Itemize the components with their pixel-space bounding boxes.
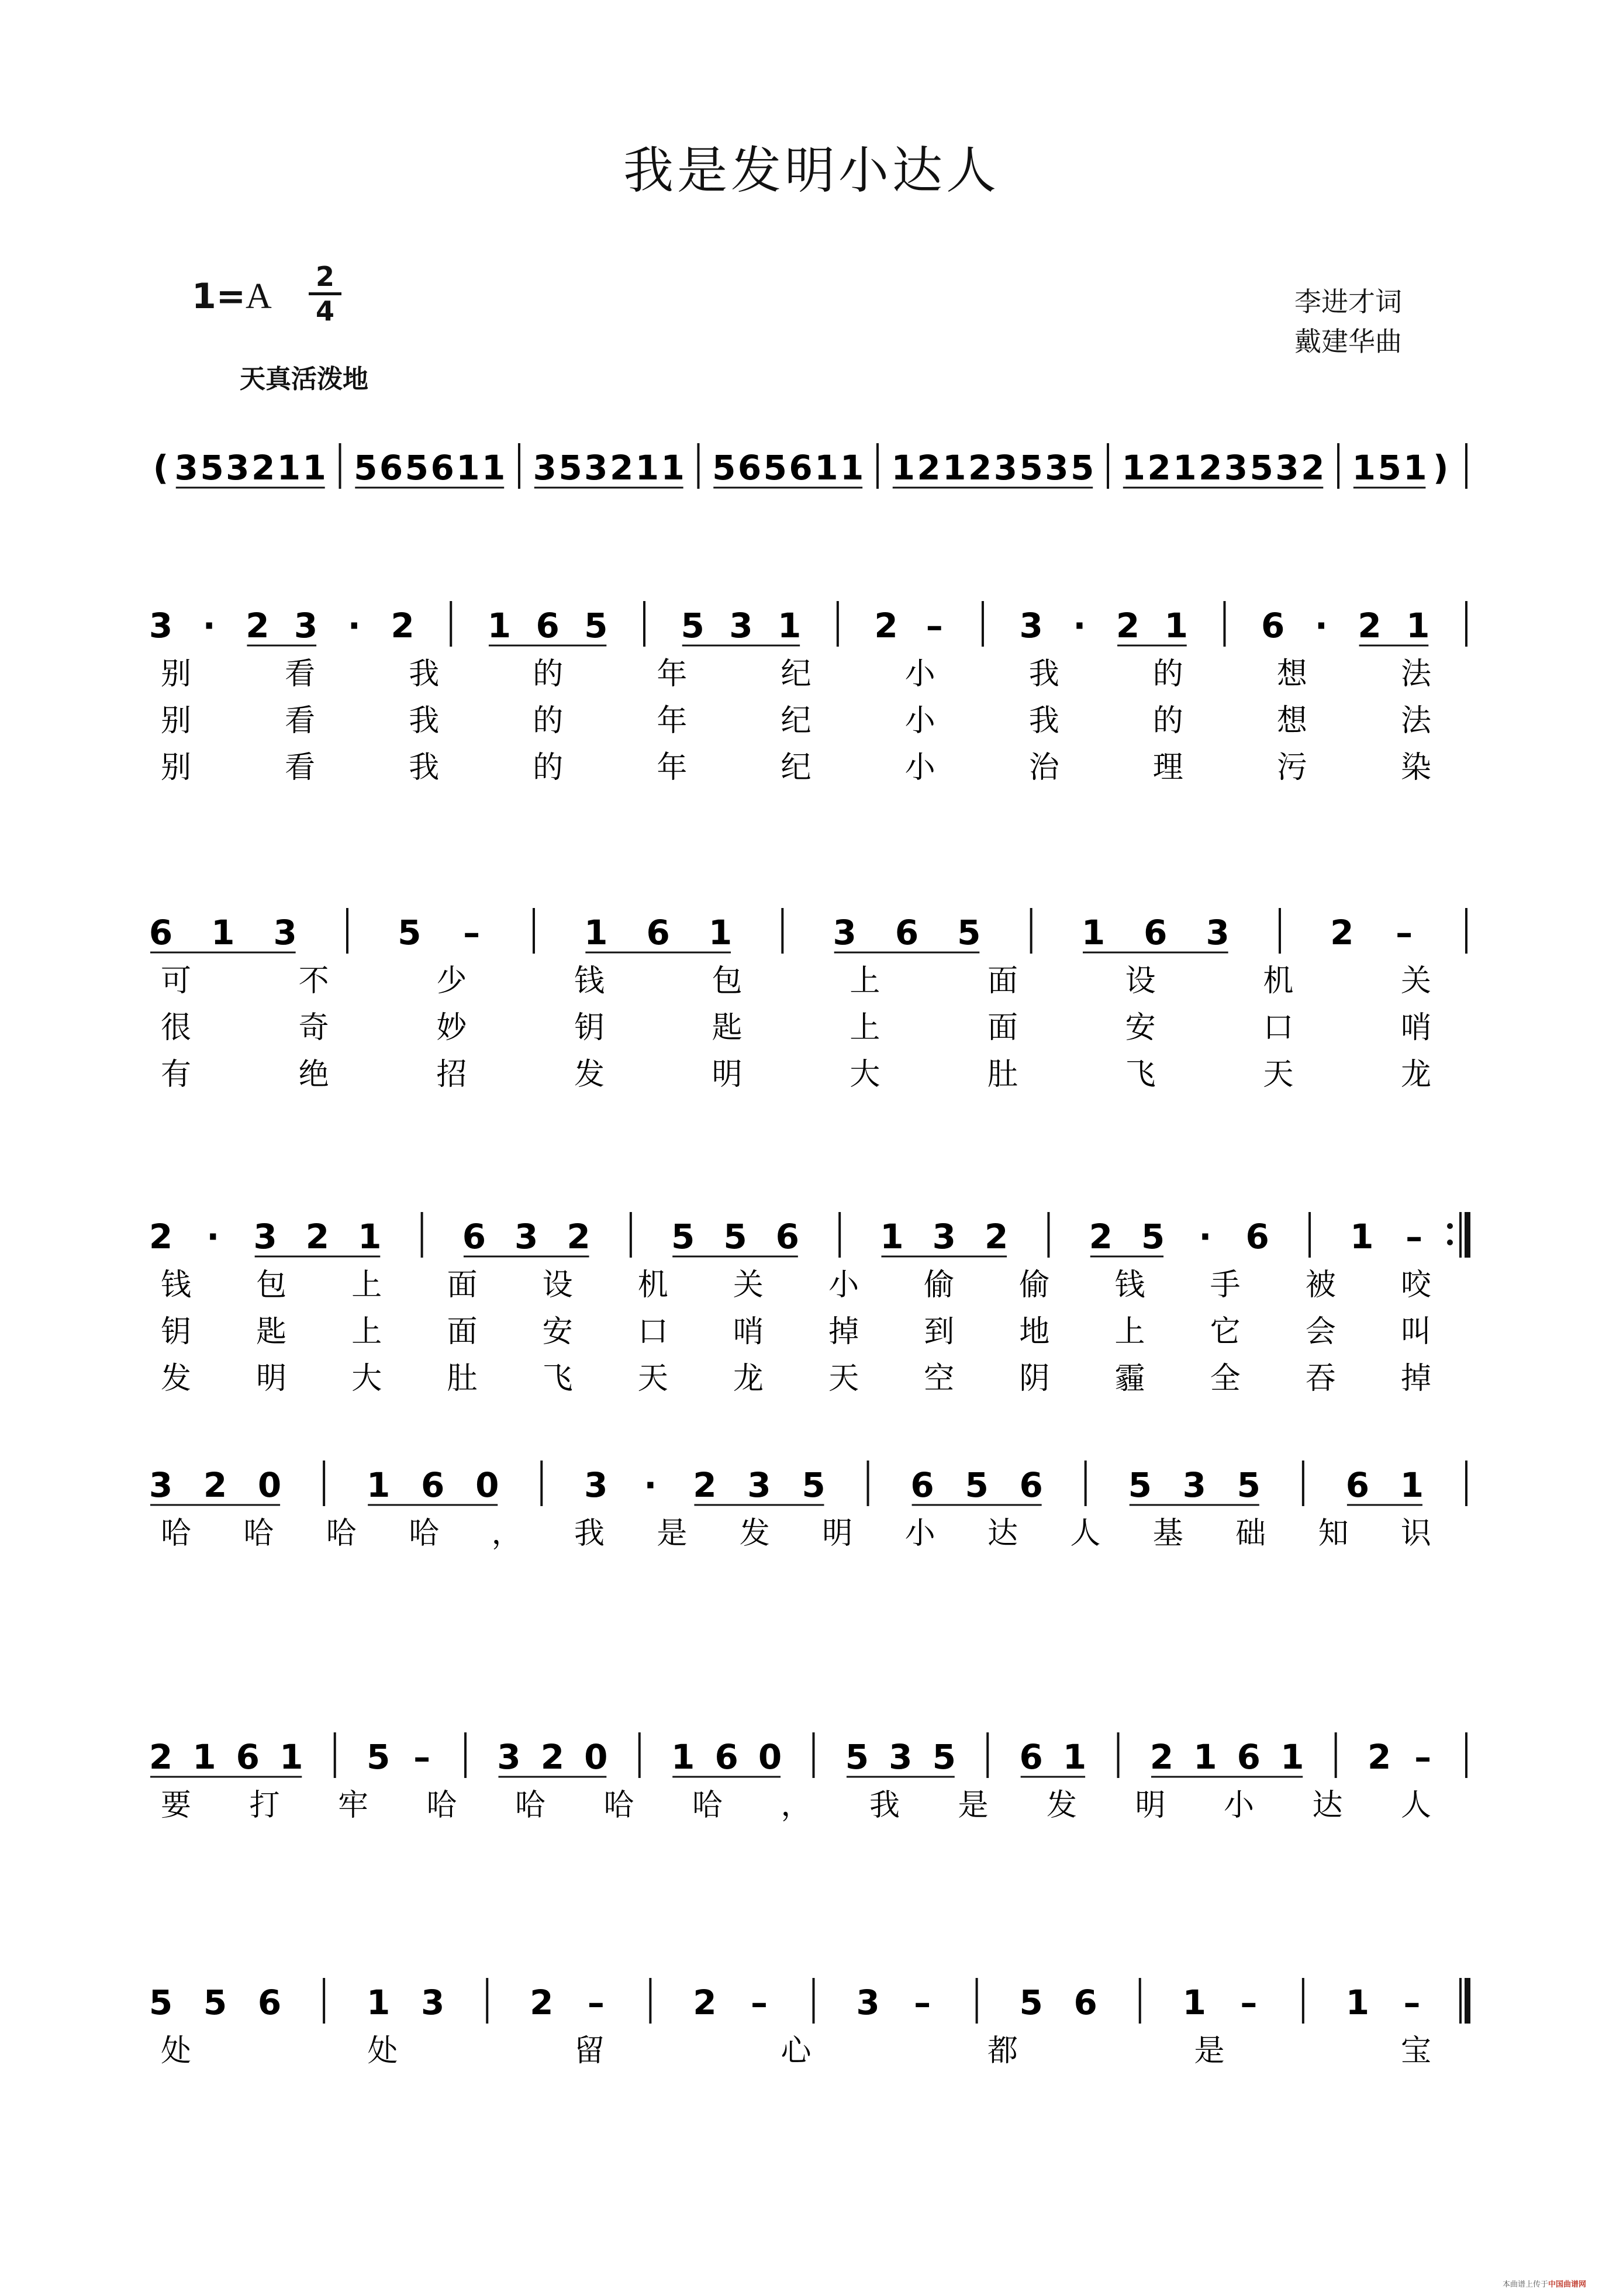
time-numerator: 2 (309, 263, 341, 295)
note-numeral: 1 (1182, 1983, 1206, 2022)
note-numeral: 5 (845, 1737, 869, 1777)
note-numeral: 1 (1062, 1737, 1087, 1777)
note-numeral: 2 (984, 1217, 1009, 1256)
note-numeral: 6 (1019, 1465, 1043, 1505)
note-numeral: 2 (1089, 1217, 1113, 1256)
note-numeral: 5 (723, 1217, 747, 1256)
note-numeral: 5 (354, 448, 378, 488)
note-numeral: 6 (1237, 1737, 1261, 1777)
note-numeral: 6 (1019, 1737, 1043, 1777)
note-numeral: 2 (1198, 448, 1223, 488)
note-numeral: 5 (712, 448, 736, 488)
note-numeral: 2 (693, 1983, 717, 2022)
lyric-line: 要打牢哈哈哈哈，我是发明小达人 (161, 1788, 1431, 1823)
note-numeral: 2 (1301, 448, 1325, 488)
note-numeral: 3 (889, 1737, 913, 1777)
note-numeral: 5 (1019, 1983, 1043, 2022)
note-numeral: 5 (149, 1983, 173, 2022)
note-numeral: 5 (1141, 1217, 1165, 1256)
note-numeral: 5 (681, 606, 705, 645)
note-numeral: 3 (273, 913, 297, 952)
note-numeral: 1 (1352, 448, 1376, 488)
note-numeral: 3 (729, 606, 753, 645)
note-numeral: 1 (891, 448, 915, 488)
note-numeral: 1 (1350, 1217, 1374, 1256)
note-numeral: 5 (957, 913, 981, 952)
note-numeral: 1 (1164, 606, 1188, 645)
dash-extension: – (587, 1983, 605, 2022)
note-numeral: 1 (1280, 1737, 1304, 1777)
note-numeral: 1 (302, 448, 326, 488)
note-numeral: 2 (251, 448, 275, 488)
note-numeral: 1 (942, 448, 966, 488)
note-numeral: 2 (693, 1465, 717, 1505)
lyric-line: 钥匙上面安口哨掉到地上它会叫 (161, 1314, 1431, 1349)
note-numeral: 5 (671, 1217, 695, 1256)
dot-extension: · (1314, 606, 1328, 645)
dash-extension: – (1403, 1983, 1421, 2022)
lyric-line: 处处留心都是宝 (161, 2033, 1431, 2069)
note-numeral: 1 (840, 448, 864, 488)
note-numeral: 6 (714, 1737, 738, 1777)
note-numeral: 3 (421, 1983, 445, 2022)
note-numeral: 3 (856, 1983, 880, 2022)
note-numeral: 2 (1147, 448, 1171, 488)
note-numeral: ( (153, 448, 169, 488)
note-numeral: 3 (497, 1737, 521, 1777)
note-numeral: 1 (1400, 1465, 1424, 1505)
note-numeral: 1 (584, 913, 608, 952)
note-numeral: 6 (895, 913, 919, 952)
key-name: A (246, 277, 272, 316)
dot-extension: · (644, 1465, 657, 1505)
note-numeral: 3 (1275, 448, 1299, 488)
note-numeral: 3 (1045, 448, 1069, 488)
note-numeral: 1 (192, 1737, 216, 1777)
dash-extension: – (463, 913, 481, 952)
note-numeral: 1 (671, 1737, 695, 1777)
note-numeral: 5 (1019, 448, 1043, 488)
note-numeral: 3 (584, 448, 608, 488)
note-numeral: 1 (482, 448, 506, 488)
lyric-line: 别看我的年纪小我的想法 (161, 703, 1431, 738)
dash-extension: – (1414, 1737, 1432, 1777)
note-numeral: 2 (609, 448, 634, 488)
note-numeral: 2 (149, 1217, 173, 1256)
note-numeral: 6 (1261, 606, 1285, 645)
note-numeral: ) (1432, 448, 1449, 488)
note-numeral: 6 (775, 1217, 800, 1256)
note-numeral: 2 (968, 448, 992, 488)
note-numeral: 1 (366, 1465, 391, 1505)
note-numeral: 0 (475, 1465, 499, 1505)
note-numeral: 6 (910, 1465, 934, 1505)
note-numeral: 3 (514, 1217, 538, 1256)
note-numeral: 1 (814, 448, 838, 488)
note-numeral: 6 (1245, 1217, 1269, 1256)
lyricist-credit: 李进才词 (1294, 286, 1402, 317)
dot-extension: · (1199, 1217, 1212, 1256)
note-numeral: 5 (965, 1465, 989, 1505)
note-numeral: 5 (203, 1983, 227, 2022)
note-numeral: 1 (487, 606, 512, 645)
note-numeral: 6 (149, 913, 173, 952)
note-numeral: 6 (536, 606, 560, 645)
note-numeral: 3 (1206, 913, 1230, 952)
lyric-line: 可不少钱包上面设机关 (161, 964, 1431, 999)
repeat-dot (1447, 1240, 1453, 1245)
note-numeral: 3 (253, 1217, 277, 1256)
dash-extension: – (914, 1983, 931, 2022)
note-numeral: 3 (747, 1465, 771, 1505)
note-numeral: 2 (149, 1737, 173, 1777)
note-numeral: 6 (646, 913, 670, 952)
footer-text: 本曲谱上传于 (1503, 2280, 1549, 2289)
dash-extension: – (1406, 1217, 1423, 1256)
note-numeral: 3 (932, 1217, 956, 1256)
lyric-line: 很奇妙钥匙上面安口哨 (161, 1010, 1431, 1045)
note-numeral: 0 (758, 1737, 782, 1777)
lyric-line: 钱包上面设机关小偷偷钱手被咬 (161, 1268, 1431, 1303)
note-numeral: 2 (530, 1983, 554, 2022)
note-numeral: 3 (226, 448, 250, 488)
note-numeral: 2 (246, 606, 270, 645)
dash-extension: – (1240, 1983, 1258, 2022)
note-numeral: 3 (1019, 606, 1043, 645)
note-numeral: 5 (932, 1737, 956, 1777)
note-numeral: 6 (1144, 913, 1168, 952)
note-numeral: 6 (789, 448, 813, 488)
note-numeral: 6 (257, 1983, 282, 2022)
note-numeral: 5 (398, 913, 422, 952)
note-numeral: 0 (584, 1737, 608, 1777)
note-numeral: 1 (708, 913, 733, 952)
composer-credit: 戴建华曲 (1294, 326, 1402, 357)
note-numeral: 5 (200, 448, 224, 488)
note-numeral: 2 (874, 606, 898, 645)
note-numeral: 2 (917, 448, 941, 488)
note-numeral: 3 (993, 448, 1018, 488)
note-numeral: 5 (1377, 448, 1401, 488)
note-numeral: 1 (366, 1983, 391, 2022)
note-numeral: 6 (737, 448, 762, 488)
note-numeral: 5 (1128, 1465, 1152, 1505)
dash-extension: – (926, 606, 943, 645)
dash-extension: – (750, 1983, 768, 2022)
note-numeral: 1 (1081, 913, 1106, 952)
note-numeral: 2 (540, 1737, 565, 1777)
note-numeral: 3 (149, 1465, 173, 1505)
note-numeral: 1 (880, 1217, 904, 1256)
lyric-line: 别看我的年纪小我的想法 (161, 657, 1431, 692)
key-prefix: 1= (192, 276, 246, 317)
page-title: 我是发明小达人 (623, 141, 1000, 200)
note-numeral: 5 (1237, 1465, 1261, 1505)
note-numeral: 1 (456, 448, 480, 488)
note-numeral: 3 (833, 913, 857, 952)
note-numeral: 3 (584, 1465, 608, 1505)
tempo-marking: 天真活泼地 (240, 364, 368, 394)
note-numeral: 5 (584, 606, 608, 645)
note-numeral: 6 (462, 1217, 486, 1256)
note-numeral: 2 (1367, 1737, 1391, 1777)
footer-brand: 中国曲谱网 (1548, 2280, 1587, 2289)
note-numeral: 6 (1073, 1983, 1097, 2022)
dash-extension: – (1396, 913, 1413, 952)
note-numeral: 1 (1173, 448, 1197, 488)
note-numeral: 1 (777, 606, 802, 645)
dot-extension: · (202, 606, 216, 645)
note-numeral: 5 (558, 448, 582, 488)
note-numeral: 6 (1345, 1465, 1370, 1505)
note-numeral: 2 (1149, 1737, 1174, 1777)
note-numeral: 5 (366, 1737, 391, 1777)
lyric-line: 有绝招发明大肚飞天龙 (161, 1057, 1431, 1092)
note-numeral: 2 (567, 1217, 591, 1256)
note-numeral: 1 (1406, 606, 1430, 645)
note-numeral: 5 (802, 1465, 826, 1505)
note-numeral: 2 (1116, 606, 1140, 645)
note-numeral: 1 (1403, 448, 1427, 488)
note-numeral: 6 (421, 1465, 445, 1505)
dot-extension: · (347, 606, 361, 645)
note-numeral: 2 (1358, 606, 1382, 645)
note-numeral: 1 (277, 448, 301, 488)
note-numeral: 2 (305, 1217, 330, 1256)
note-numeral: 5 (405, 448, 429, 488)
lyric-line: 发明大肚飞天龙天空阴霾全吞掉 (161, 1361, 1431, 1396)
dot-extension: · (1073, 606, 1086, 645)
note-numeral: 3 (149, 606, 173, 645)
note-numeral: 5 (763, 448, 788, 488)
note-numeral: 5 (1249, 448, 1273, 488)
note-numeral: 1 (635, 448, 659, 488)
note-numeral: 1 (661, 448, 685, 488)
repeat-dot (1447, 1223, 1453, 1229)
note-numeral: 6 (430, 448, 454, 488)
note-numeral: 3 (293, 606, 318, 645)
dot-extension: · (206, 1217, 220, 1256)
note-numeral: 1 (1193, 1737, 1217, 1777)
note-numeral: 2 (203, 1465, 227, 1505)
note-numeral: 2 (391, 606, 415, 645)
note-numeral: 1 (279, 1737, 303, 1777)
note-numeral: 1 (358, 1217, 382, 1256)
note-numeral: 5 (1071, 448, 1094, 488)
note-numeral: 1 (1121, 448, 1145, 488)
note-numeral: 1 (211, 913, 235, 952)
note-numeral: 3 (174, 448, 198, 488)
note-numeral: 3 (1182, 1465, 1206, 1505)
note-numeral: 6 (379, 448, 403, 488)
time-denominator: 4 (315, 295, 334, 327)
footer-credit (1503, 2278, 1586, 2289)
note-numeral: 2 (1330, 913, 1354, 952)
dash-extension: – (413, 1737, 431, 1777)
note-numeral: 3 (1224, 448, 1248, 488)
lyric-line: 哈哈哈哈，我是发明小达人基础知识 (161, 1516, 1431, 1551)
note-numeral: 0 (257, 1465, 282, 1505)
lyric-line: 别看我的年纪小治理污染 (161, 750, 1431, 785)
note-numeral: 3 (533, 448, 557, 488)
note-numeral: 6 (236, 1737, 260, 1777)
note-numeral: 1 (1345, 1983, 1370, 2022)
